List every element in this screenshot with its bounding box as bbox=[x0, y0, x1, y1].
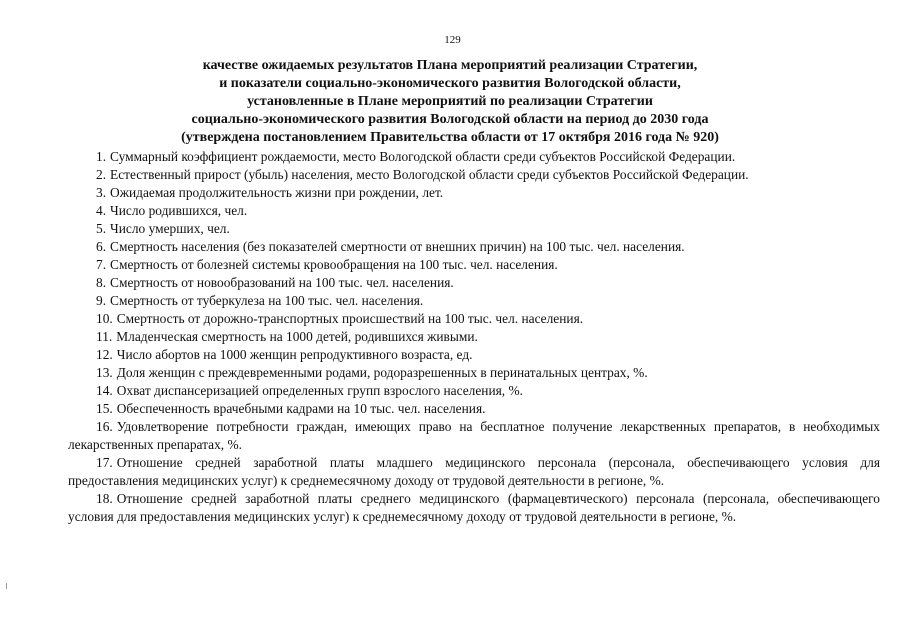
list-item bbox=[68, 238, 880, 256]
item-number: 16. bbox=[96, 419, 113, 434]
list-item bbox=[68, 292, 880, 310]
list-item bbox=[68, 166, 880, 184]
item-number: 2. bbox=[96, 167, 107, 182]
item-number: 11. bbox=[96, 329, 113, 344]
title-line-1: качестве ожидаемых результатов Плана мероприятий реализации Стратегии, bbox=[202, 58, 698, 73]
title-line-2: и показатели социально-экономического развития Вологодской области, bbox=[219, 76, 681, 91]
item-number: 5. bbox=[96, 221, 107, 236]
item-number: 10. bbox=[96, 311, 113, 326]
indicator-list bbox=[68, 148, 880, 526]
item-text: Смертность от новообразований на 100 тыс. чел. населения. bbox=[110, 275, 454, 290]
item-text: Число умерших, чел. bbox=[110, 221, 230, 236]
list-item bbox=[68, 202, 880, 220]
item-number: 4. bbox=[96, 203, 107, 218]
page-number: 129 bbox=[444, 34, 461, 46]
item-text: Удовлетворение потребности граждан, имеющих право на бесплатное получение лекарственных препаратов, в необходимых лекарственных препаратах, %. bbox=[68, 419, 880, 452]
item-text: Отношение средней заработной платы среднего медицинского (фармацевтического) персонала (персонала, обеспечивающего условия для предоставления медицинских услуг) к среднемесячному доходу от трудовой деятельности в регионе, %. bbox=[68, 491, 880, 524]
list-item bbox=[68, 256, 880, 274]
list-item bbox=[68, 328, 880, 346]
item-text: Смертность населения (без показателей смертности от внешних причин) на 100 тыс. чел. населения. bbox=[110, 239, 685, 254]
item-text: Ожидаемая продолжительность жизни при рождении, лет. bbox=[110, 185, 444, 200]
list-item bbox=[68, 364, 880, 382]
item-text: Число абортов на 1000 женщин репродуктивного возраста, ед. bbox=[116, 347, 473, 362]
item-number: 18. bbox=[96, 491, 113, 506]
title-line-4: социально-экономического развития Вологодской области на период до 2030 года bbox=[191, 112, 709, 127]
item-text: Суммарный коэффициент рождаемости, место Вологодской области среди субъектов Российской Федерации. bbox=[110, 149, 736, 164]
list-item bbox=[68, 184, 880, 202]
item-number: 1. bbox=[96, 149, 107, 164]
list-item bbox=[68, 346, 880, 364]
list-item bbox=[68, 382, 880, 400]
item-number: 17. bbox=[96, 455, 113, 470]
title-line-5: (утверждена постановлением Правительства области от 17 октября 2016 года № 920) bbox=[181, 130, 719, 145]
list-item bbox=[68, 400, 880, 418]
item-number: 15. bbox=[96, 401, 113, 416]
list-item bbox=[68, 490, 880, 526]
item-text: Смертность от туберкулеза на 100 тыс. чел. населения. bbox=[110, 293, 424, 308]
list-item bbox=[68, 418, 880, 454]
list-item bbox=[68, 148, 880, 166]
item-text: Число родившихся, чел. bbox=[110, 203, 248, 218]
item-number: 14. bbox=[96, 383, 113, 398]
list-item bbox=[68, 220, 880, 238]
item-number: 7. bbox=[96, 257, 107, 272]
list-item bbox=[68, 274, 880, 292]
item-text: Младенческая смертность на 1000 детей, родившихся живыми. bbox=[116, 329, 478, 344]
scan-artifact bbox=[6, 583, 7, 589]
item-text: Естественный прирост (убыль) населения, место Вологодской области среди субъектов Российской Федерации. bbox=[110, 167, 749, 182]
item-text: Смертность от дорожно-транспортных происшествий на 100 тыс. чел. населения. bbox=[116, 311, 584, 326]
item-text: Отношение средней заработной платы младшего медицинского персонала (персонала, обеспечивающего условия для предоставления медицинских услуг) к среднемесячному доходу от трудовой деятельности в регионе, %. bbox=[68, 455, 880, 488]
item-number: 3. bbox=[96, 185, 107, 200]
item-text: Доля женщин с преждевременными родами, родоразрешенных в перинатальных центрах, %. bbox=[116, 365, 648, 380]
item-number: 12. bbox=[96, 347, 113, 362]
item-text: Обеспеченность врачебными кадрами на 10 тыс. чел. населения. bbox=[116, 401, 486, 416]
list-item bbox=[68, 310, 880, 328]
list-item bbox=[68, 454, 880, 490]
item-number: 13. bbox=[96, 365, 113, 380]
title-line-3: установленные в Плане мероприятий по реализации Стратегии bbox=[247, 94, 653, 109]
document-title bbox=[60, 57, 840, 147]
item-number: 9. bbox=[96, 293, 107, 308]
item-number: 6. bbox=[96, 239, 107, 254]
item-number: 8. bbox=[96, 275, 107, 290]
item-text: Охват диспансеризацией определенных групп взрослого населения, %. bbox=[116, 383, 523, 398]
item-text: Смертность от болезней системы кровообращения на 100 тыс. чел. населения. bbox=[110, 257, 558, 272]
